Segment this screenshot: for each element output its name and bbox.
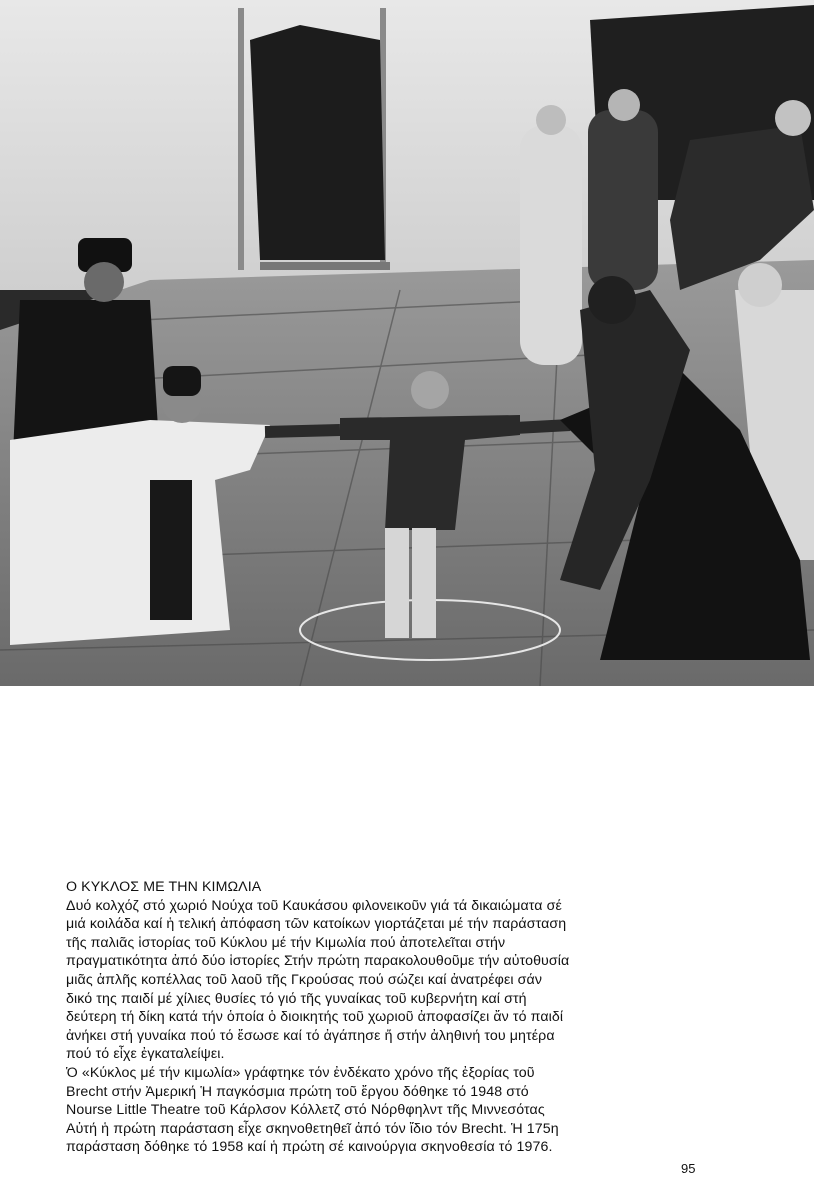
caption-line: πού τό εἶχε ἐγκαταλείψει. — [66, 1046, 225, 1063]
page-number: 95 — [681, 1161, 696, 1176]
caption-line: Αὐτή ἡ πρώτη παράσταση εἶχε σκηνοθετηθεῖ ἀπό τόν ἴδιο τόν Brecht. Ἡ 175η — [66, 1120, 559, 1137]
caption-line: τῆς παλιᾶς ἱστορίας τοῦ Κύκλου μέ τήν Κιμωλία πού ἀποτελεῖται στήν — [66, 934, 506, 951]
caption-line: παράσταση δόθηκε τό 1958 καί ἡ πρώτη σέ καινούργια σκηνοθεσία τό 1976. — [66, 1139, 553, 1156]
caption-line: δεύτερη τή δίκη κατά τήν ὁποία ὁ διοικητής τοῦ χωριοῦ ἀποφασίζει ἄν τό παιδί — [66, 1009, 564, 1026]
caption-line: μιά κοιλάδα καί ἡ τελική ἀπόφαση τῶν κατοίκων γιορτάζεται μέ τήν παράσταση — [66, 916, 567, 933]
caption-title: Ο ΚΥΚΛΟΣ ΜΕ ΤΗΝ ΚΙΜΩΛΙΑ — [66, 879, 262, 895]
caption-line: Δυό κολχόζ στό χωριό Νούχα τοῦ Καυκάσου φιλονεικοῦν γιά τά δικαιώματα σέ — [66, 897, 562, 914]
caption-line: μιᾶς ἁπλῆς κοπέλλας τοῦ λαοῦ τῆς Γκρούσας πού σώζει καί ἀνατρέφει σάν — [66, 971, 543, 988]
caption-line: πραγματικότητα ἀπό δύο ἱστορίες Στήν πρώτη παρακολουθοῦμε τήν αὐτοθυσία — [66, 953, 570, 970]
caption-paragraph-2 — [66, 1064, 706, 1157]
caption-line: Brecht στήν Ἀμερική Ἡ παγκόσμια πρώτη τοῦ ἔργου δόθηκε τό 1948 στό — [66, 1083, 529, 1100]
caption-line: ἀνήκει στή γυναίκα πού τό ἔσωσε καί τό ἀγάπησε ἤ στήν ἀληθινή του μητέρα — [66, 1027, 555, 1044]
caption-line: δικό της παιδί μέ χίλιες θυσίες τό γιό τῆς γυναίκας τοῦ κυβερνήτη καί στή — [66, 990, 527, 1007]
caption-line: Nourse Little Theatre τοῦ Κάρλσον Κόλλετζ στό Νόρθφηλντ τῆς Μιννεσότας — [66, 1102, 545, 1119]
caption-paragraph-1 — [66, 897, 706, 1064]
photo-caption — [66, 878, 706, 1157]
caption-line: Ὁ «Κύκλος μέ τήν κιμωλία» γράφτηκε τόν ἐνδέκατο χρόνο τῆς ἐξορίας τοῦ — [66, 1064, 535, 1081]
